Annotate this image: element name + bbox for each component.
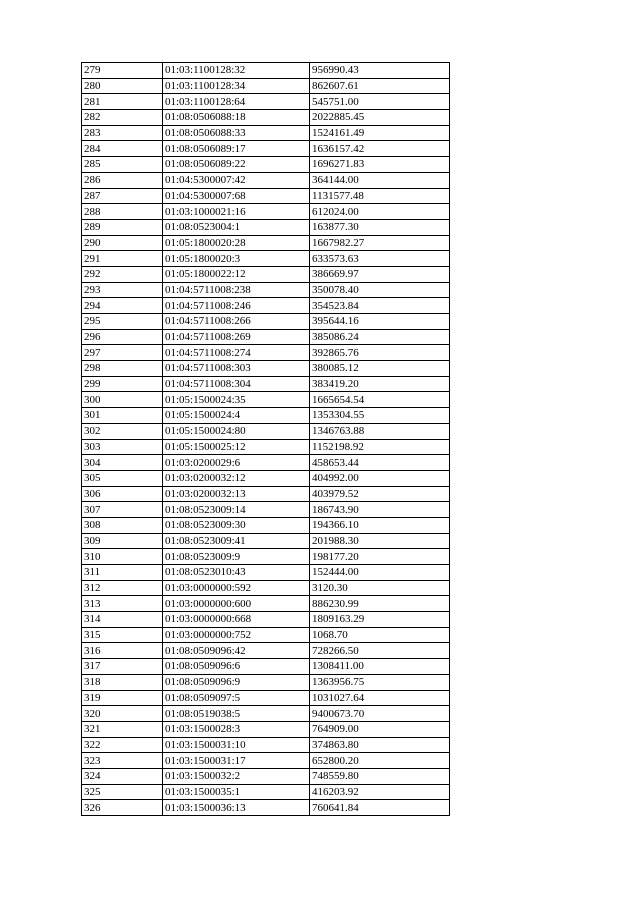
value-cell: 1696271.83 <box>310 157 450 173</box>
row-number-cell: 322 <box>82 737 163 753</box>
cadastral-number-cell: 01:04:5711008:304 <box>163 376 310 392</box>
value-cell: 3120.30 <box>310 580 450 596</box>
cadastral-number-cell: 01:05:1800020:3 <box>163 251 310 267</box>
row-number-cell: 307 <box>82 502 163 518</box>
table-row <box>82 721 450 737</box>
cadastral-number-cell: 01:08:0519038:5 <box>163 706 310 722</box>
cadastral-number-cell: 01:05:1800022:12 <box>163 266 310 282</box>
table-row <box>82 172 450 188</box>
row-number-cell: 304 <box>82 455 163 471</box>
row-number-cell: 319 <box>82 690 163 706</box>
value-cell: 1524161.49 <box>310 125 450 141</box>
cadastral-number-cell: 01:08:0523004:1 <box>163 219 310 235</box>
row-number-cell: 302 <box>82 423 163 439</box>
value-cell: 748559.80 <box>310 768 450 784</box>
row-number-cell: 324 <box>82 768 163 784</box>
value-cell: 2022885.45 <box>310 110 450 126</box>
cadastral-number-cell: 01:03:1500036:13 <box>163 800 310 816</box>
table-row <box>82 643 450 659</box>
value-cell: 1031027.64 <box>310 690 450 706</box>
row-number-cell: 316 <box>82 643 163 659</box>
table-row <box>82 63 450 79</box>
value-cell: 350078.40 <box>310 282 450 298</box>
cadastral-number-cell: 01:08:0523009:41 <box>163 533 310 549</box>
table-row <box>82 439 450 455</box>
table-row <box>82 204 450 220</box>
cadastral-number-cell: 01:08:0523010:43 <box>163 565 310 581</box>
cadastral-number-cell: 01:03:0000000:752 <box>163 627 310 643</box>
cadastral-number-cell: 01:05:1800020:28 <box>163 235 310 251</box>
cadastral-number-cell: 01:04:5711008:246 <box>163 298 310 314</box>
spreadsheet-page <box>81 62 450 816</box>
table-row <box>82 502 450 518</box>
value-cell: 385086.24 <box>310 329 450 345</box>
table-row <box>82 517 450 533</box>
row-number-cell: 312 <box>82 580 163 596</box>
value-cell: 956990.43 <box>310 63 450 79</box>
value-cell: 1665654.54 <box>310 392 450 408</box>
value-cell: 9400673.70 <box>310 706 450 722</box>
cadastral-number-cell: 01:03:0200032:12 <box>163 470 310 486</box>
row-number-cell: 294 <box>82 298 163 314</box>
row-number-cell: 297 <box>82 345 163 361</box>
row-number-cell: 284 <box>82 141 163 157</box>
value-cell: 1131577.48 <box>310 188 450 204</box>
row-number-cell: 321 <box>82 721 163 737</box>
value-cell: 386669.97 <box>310 266 450 282</box>
cadastral-number-cell: 01:04:5300007:42 <box>163 172 310 188</box>
cadastral-number-cell: 01:03:1100128:34 <box>163 78 310 94</box>
row-number-cell: 282 <box>82 110 163 126</box>
value-cell: 728266.50 <box>310 643 450 659</box>
cadastral-number-cell: 01:05:1500024:80 <box>163 423 310 439</box>
value-cell: 1809163.29 <box>310 612 450 628</box>
row-number-cell: 325 <box>82 784 163 800</box>
row-number-cell: 287 <box>82 188 163 204</box>
row-number-cell: 303 <box>82 439 163 455</box>
cadastral-number-cell: 01:03:1500031:10 <box>163 737 310 753</box>
table-row <box>82 674 450 690</box>
table-row <box>82 266 450 282</box>
row-number-cell: 289 <box>82 219 163 235</box>
table-row <box>82 125 450 141</box>
value-cell: 194366.10 <box>310 517 450 533</box>
value-cell: 186743.90 <box>310 502 450 518</box>
cadastral-number-cell: 01:04:5711008:274 <box>163 345 310 361</box>
value-cell: 163877.30 <box>310 219 450 235</box>
value-cell: 1308411.00 <box>310 659 450 675</box>
table-row <box>82 549 450 565</box>
value-cell: 1346763.88 <box>310 423 450 439</box>
row-number-cell: 326 <box>82 800 163 816</box>
value-cell: 1068.70 <box>310 627 450 643</box>
table-row <box>82 533 450 549</box>
table-row <box>82 690 450 706</box>
value-cell: 403979.52 <box>310 486 450 502</box>
row-number-cell: 315 <box>82 627 163 643</box>
row-number-cell: 318 <box>82 674 163 690</box>
table-row <box>82 392 450 408</box>
table-row <box>82 580 450 596</box>
cadastral-number-cell: 01:08:0523009:9 <box>163 549 310 565</box>
table-row <box>82 298 450 314</box>
value-cell: 1152198.92 <box>310 439 450 455</box>
table-row <box>82 219 450 235</box>
table-row <box>82 345 450 361</box>
cadastral-number-cell: 01:03:1500028:3 <box>163 721 310 737</box>
table-row <box>82 455 450 471</box>
value-cell: 1363956.75 <box>310 674 450 690</box>
row-number-cell: 310 <box>82 549 163 565</box>
row-number-cell: 292 <box>82 266 163 282</box>
row-number-cell: 290 <box>82 235 163 251</box>
table-row <box>82 800 450 816</box>
table-row <box>82 314 450 330</box>
value-cell: 416203.92 <box>310 784 450 800</box>
cadastral-number-cell: 01:03:0200032:13 <box>163 486 310 502</box>
value-cell: 652800.20 <box>310 753 450 769</box>
value-cell: 198177.20 <box>310 549 450 565</box>
value-cell: 152444.00 <box>310 565 450 581</box>
table-row <box>82 282 450 298</box>
value-cell: 374863.80 <box>310 737 450 753</box>
cadastral-number-cell: 01:08:0509096:9 <box>163 674 310 690</box>
table-row <box>82 486 450 502</box>
cadastral-number-cell: 01:04:5300007:68 <box>163 188 310 204</box>
table-row <box>82 737 450 753</box>
table-row <box>82 470 450 486</box>
table-row <box>82 94 450 110</box>
table-row <box>82 768 450 784</box>
value-cell: 404992.00 <box>310 470 450 486</box>
table-row <box>82 110 450 126</box>
table-row <box>82 408 450 424</box>
cadastral-number-cell: 01:05:1500025:12 <box>163 439 310 455</box>
value-cell: 201988.30 <box>310 533 450 549</box>
value-cell: 1667982.27 <box>310 235 450 251</box>
value-cell: 545751.00 <box>310 94 450 110</box>
row-number-cell: 305 <box>82 470 163 486</box>
row-number-cell: 281 <box>82 94 163 110</box>
row-number-cell: 298 <box>82 361 163 377</box>
value-cell: 862607.61 <box>310 78 450 94</box>
cadastral-number-cell: 01:03:0000000:668 <box>163 612 310 628</box>
value-cell: 364144.00 <box>310 172 450 188</box>
row-number-cell: 309 <box>82 533 163 549</box>
row-number-cell: 314 <box>82 612 163 628</box>
cadastral-number-cell: 01:03:1500031:17 <box>163 753 310 769</box>
row-number-cell: 299 <box>82 376 163 392</box>
cadastral-number-cell: 01:04:5711008:303 <box>163 361 310 377</box>
table-row <box>82 627 450 643</box>
cadastral-number-cell: 01:03:1500035:1 <box>163 784 310 800</box>
value-cell: 886230.99 <box>310 596 450 612</box>
value-cell: 764909.00 <box>310 721 450 737</box>
table-row <box>82 706 450 722</box>
row-number-cell: 295 <box>82 314 163 330</box>
table-row <box>82 188 450 204</box>
table-row <box>82 329 450 345</box>
row-number-cell: 300 <box>82 392 163 408</box>
cadastral-number-cell: 01:03:1100128:32 <box>163 63 310 79</box>
table-row <box>82 235 450 251</box>
cadastral-number-cell: 01:08:0509096:42 <box>163 643 310 659</box>
row-number-cell: 283 <box>82 125 163 141</box>
table-row <box>82 659 450 675</box>
table-row <box>82 141 450 157</box>
cadastral-number-cell: 01:03:0000000:592 <box>163 580 310 596</box>
value-cell: 395644.16 <box>310 314 450 330</box>
cadastral-number-cell: 01:08:0523009:30 <box>163 517 310 533</box>
cadastral-number-cell: 01:04:5711008:238 <box>163 282 310 298</box>
cadastral-number-cell: 01:03:0200029:6 <box>163 455 310 471</box>
cadastral-number-cell: 01:08:0523009:14 <box>163 502 310 518</box>
table-row <box>82 251 450 267</box>
value-cell: 458653.44 <box>310 455 450 471</box>
cadastral-number-cell: 01:03:1500032:2 <box>163 768 310 784</box>
row-number-cell: 308 <box>82 517 163 533</box>
value-cell: 760641.84 <box>310 800 450 816</box>
value-cell: 380085.12 <box>310 361 450 377</box>
cadastral-number-cell: 01:04:5711008:266 <box>163 314 310 330</box>
value-cell: 392865.76 <box>310 345 450 361</box>
value-cell: 354523.84 <box>310 298 450 314</box>
row-number-cell: 293 <box>82 282 163 298</box>
table-row <box>82 612 450 628</box>
table-row <box>82 361 450 377</box>
value-cell: 612024.00 <box>310 204 450 220</box>
cadastral-number-cell: 01:08:0506089:22 <box>163 157 310 173</box>
row-number-cell: 285 <box>82 157 163 173</box>
table-row <box>82 423 450 439</box>
row-number-cell: 301 <box>82 408 163 424</box>
cadastral-number-cell: 01:04:5711008:269 <box>163 329 310 345</box>
table-row <box>82 565 450 581</box>
table-body <box>82 63 450 816</box>
row-number-cell: 288 <box>82 204 163 220</box>
value-cell: 1636157.42 <box>310 141 450 157</box>
table-row <box>82 596 450 612</box>
table-row <box>82 753 450 769</box>
table-row <box>82 78 450 94</box>
value-cell: 1353304.55 <box>310 408 450 424</box>
row-number-cell: 280 <box>82 78 163 94</box>
row-number-cell: 286 <box>82 172 163 188</box>
cadastral-number-cell: 01:03:0000000:600 <box>163 596 310 612</box>
row-number-cell: 317 <box>82 659 163 675</box>
row-number-cell: 291 <box>82 251 163 267</box>
cadastral-number-cell: 01:08:0506088:33 <box>163 125 310 141</box>
cadastral-number-cell: 01:08:0506089:17 <box>163 141 310 157</box>
cadastral-number-cell: 01:05:1500024:4 <box>163 408 310 424</box>
cadastral-number-cell: 01:08:0509096:6 <box>163 659 310 675</box>
row-number-cell: 323 <box>82 753 163 769</box>
cadastral-number-cell: 01:03:1000021:16 <box>163 204 310 220</box>
row-number-cell: 279 <box>82 63 163 79</box>
row-number-cell: 313 <box>82 596 163 612</box>
value-cell: 633573.63 <box>310 251 450 267</box>
table-row <box>82 376 450 392</box>
value-cell: 383419.20 <box>310 376 450 392</box>
data-table <box>81 62 450 816</box>
cadastral-number-cell: 01:03:1100128:64 <box>163 94 310 110</box>
table-row <box>82 157 450 173</box>
cadastral-number-cell: 01:08:0506088:18 <box>163 110 310 126</box>
row-number-cell: 311 <box>82 565 163 581</box>
cadastral-number-cell: 01:08:0509097:5 <box>163 690 310 706</box>
cadastral-number-cell: 01:05:1500024:35 <box>163 392 310 408</box>
table-row <box>82 784 450 800</box>
row-number-cell: 320 <box>82 706 163 722</box>
row-number-cell: 296 <box>82 329 163 345</box>
row-number-cell: 306 <box>82 486 163 502</box>
